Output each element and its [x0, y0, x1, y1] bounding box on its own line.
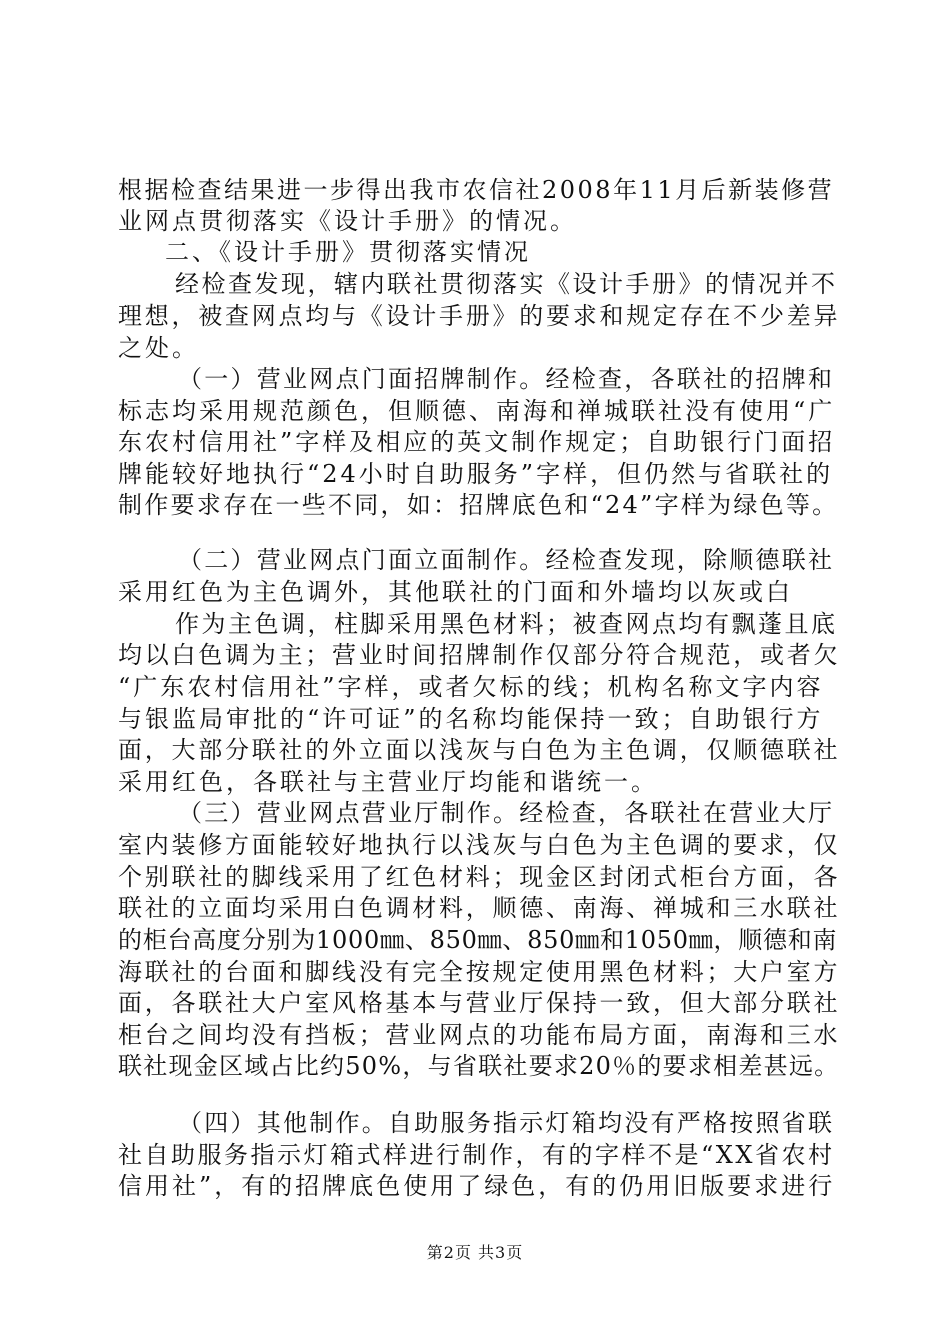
text-line-7: （一）营业网点门面招牌制作。经检查，各联社的招牌和 — [178, 365, 835, 393]
text-line-26: 面，各联社大户室风格基本与营业厅保持一致，但大部分联社 — [118, 989, 841, 1017]
text-line-2: 业网点贯彻落实《设计手册》的情况。 — [118, 207, 577, 235]
text-line-14: 作为主色调，柱脚采用黑色材料；被查网点均有飘蓬且底 — [175, 610, 838, 638]
text-line-17: 与银监局审批的“许可证”的名称均能保持一致；自助银行方 — [118, 705, 824, 733]
text-line-1: 根据检查结果进一步得出我市农信社2008年11月后新装修营 — [118, 176, 835, 204]
text-line-20: （三）营业网点营业厅制作。经检查，各联社在营业大厅 — [178, 799, 835, 827]
text-line-18: 面，大部分联社的外立面以浅灰与白色为主色调，仅顺德联社 — [118, 736, 841, 764]
text-line-11: 制作要求存在一些不同，如：招牌底色和“24”字样为绿色等。 — [118, 491, 839, 519]
text-line-6: 之处。 — [118, 334, 199, 362]
page-footer: 第2页 共3页 — [426, 1243, 524, 1262]
text-line-29: （四）其他制作。自助服务指示灯箱均没有严格按照省联 — [178, 1109, 835, 1137]
text-line-25: 海联社的台面和脚线没有完全按规定使用黑色材料；大户室方 — [118, 958, 841, 986]
text-line-10: 牌能较好地执行“24小时自助服务”字样，但仍然与省联社的 — [118, 460, 834, 488]
text-line-9: 东农村信用社”字样及相应的英文制作规定；自助银行门面招 — [118, 428, 836, 456]
text-line-24: 的柜台高度分别为1000㎜、850㎜、850㎜和1050㎜，顺德和南 — [118, 926, 838, 954]
text-line-16: “广东农村信用社”字样，或者欠标的线；机构名称文字内容 — [118, 673, 824, 701]
section-heading: 二、《设计手册》贯彻落实情况 — [165, 238, 531, 266]
text-line-19: 采用红色，各联社与主营业厅均能和谐统一。 — [118, 768, 658, 796]
text-line-27: 柜台之间均没有挡板；营业网点的功能布局方面，南海和三水 — [118, 1021, 841, 1049]
text-line-28: 联社现金区域占比约50%，与省联社要求20％的要求相差甚远。 — [118, 1052, 840, 1080]
text-line-12: （二）营业网点门面立面制作。经检查发现，除顺德联社 — [178, 546, 835, 574]
text-line-5: 理想，被查网点均与《设计手册》的要求和规定存在不少差异 — [118, 302, 841, 330]
text-line-22: 个别联社的脚线采用了红色材料；现金区封闭式柜台方面，各 — [118, 863, 841, 891]
text-line-15: 均以白色调为主；营业时间招牌制作仅部分符合规范，或者欠 — [118, 641, 841, 669]
text-line-21: 室内装修方面能较好地执行以浅灰与白色为主色调的要求，仅 — [118, 831, 841, 859]
text-line-13: 采用红色为主色调外，其他联社的门面和外墙均以灰或白 — [118, 578, 793, 606]
text-line-8: 标志均采用规范颜色，但顺德、南海和禅城联社没有使用“广 — [118, 397, 836, 425]
text-line-31: 信用社”，有的招牌底色使用了绿色，有的仍用旧版要求进行 — [118, 1172, 836, 1200]
text-line-23: 联社的立面均采用白色调材料，顺德、南海、禅城和三水联社 — [118, 894, 841, 922]
text-line-4: 经检查发现，辖内联社贯彻落实《设计手册》的情况并不 — [175, 270, 838, 298]
text-line-30: 社自助服务指示灯箱式样进行制作，有的字样不是“XX省农村 — [118, 1141, 835, 1169]
